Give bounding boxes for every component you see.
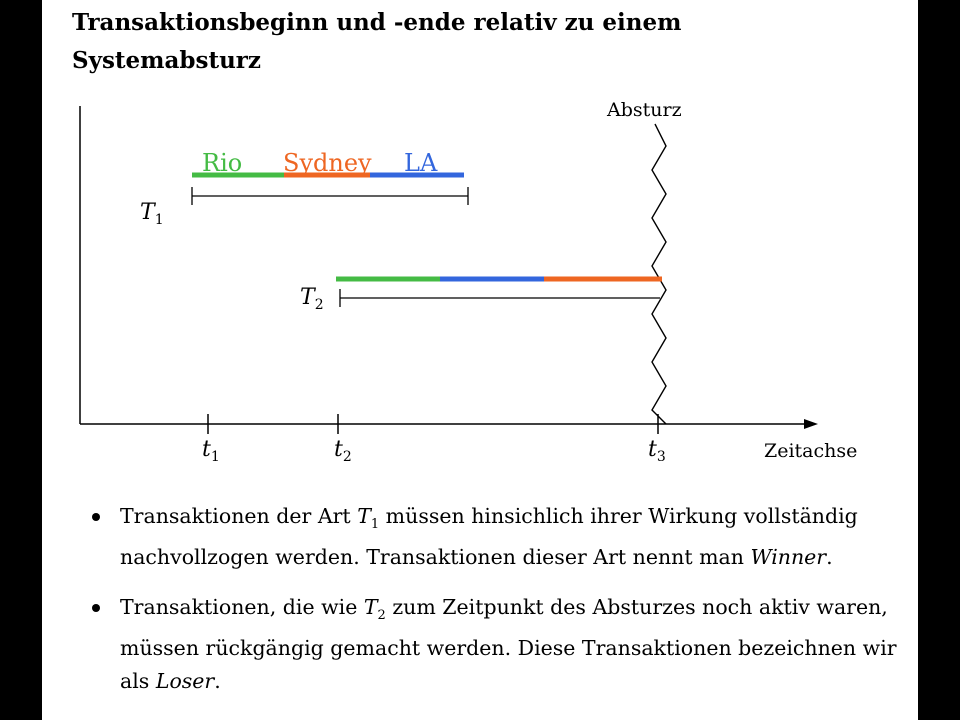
title-line-1: Transaktionsbeginn und -ende relativ zu einem — [72, 9, 682, 36]
bullet-winner — [78, 500, 898, 574]
t1-label: $T_1$ — [140, 200, 164, 228]
title-line-2: Systemabsturz — [72, 47, 261, 74]
math-t1: $T_1$ — [357, 504, 380, 533]
term-winner: Winner — [750, 545, 827, 570]
bullet-loser — [78, 591, 898, 698]
x-axis-arrowhead — [804, 419, 818, 429]
crash-timeline-diagram — [42, 0, 918, 480]
city-label-la: LA — [404, 149, 438, 177]
t2-label: $T_2$ — [300, 285, 324, 313]
crash-zigzag-line — [652, 124, 666, 424]
bullet-text-post: . — [826, 545, 833, 570]
bullet-text-pre: Transaktionen der Art — [120, 504, 358, 528]
math-t2: $T_2$ — [363, 595, 386, 624]
city-label-rio: Rio — [202, 149, 243, 177]
tick-label-t3: $t_3$ — [648, 437, 666, 465]
bullet-text-mid: müssen hinsichlich ihrer Wirkung vollständig nachvollzogen werden. Transaktionen dieser Art nennt man — [120, 504, 858, 570]
bullet-dot — [92, 513, 100, 521]
crash-label: Absturz — [607, 99, 682, 121]
city-label-sydney: Sydney — [283, 149, 372, 177]
tick-label-t1: $t_1$ — [202, 437, 220, 465]
bullet-text-mid: zum Zeitpunkt des Absturzes noch aktiv waren, müssen rückgängig gemacht werden. Diese Transaktionen bezeichnen wir als — [120, 595, 897, 694]
tick-label-t2: $t_2$ — [334, 437, 352, 465]
bullet-text-post: . — [214, 669, 221, 694]
term-loser: Loser — [155, 669, 215, 694]
bullet-list — [78, 500, 898, 715]
bullet-text-pre: Transaktionen, die wie — [120, 595, 364, 620]
x-axis-label: Zeitachse — [764, 440, 858, 462]
bullet-dot — [92, 604, 100, 612]
slide-page — [42, 0, 918, 720]
